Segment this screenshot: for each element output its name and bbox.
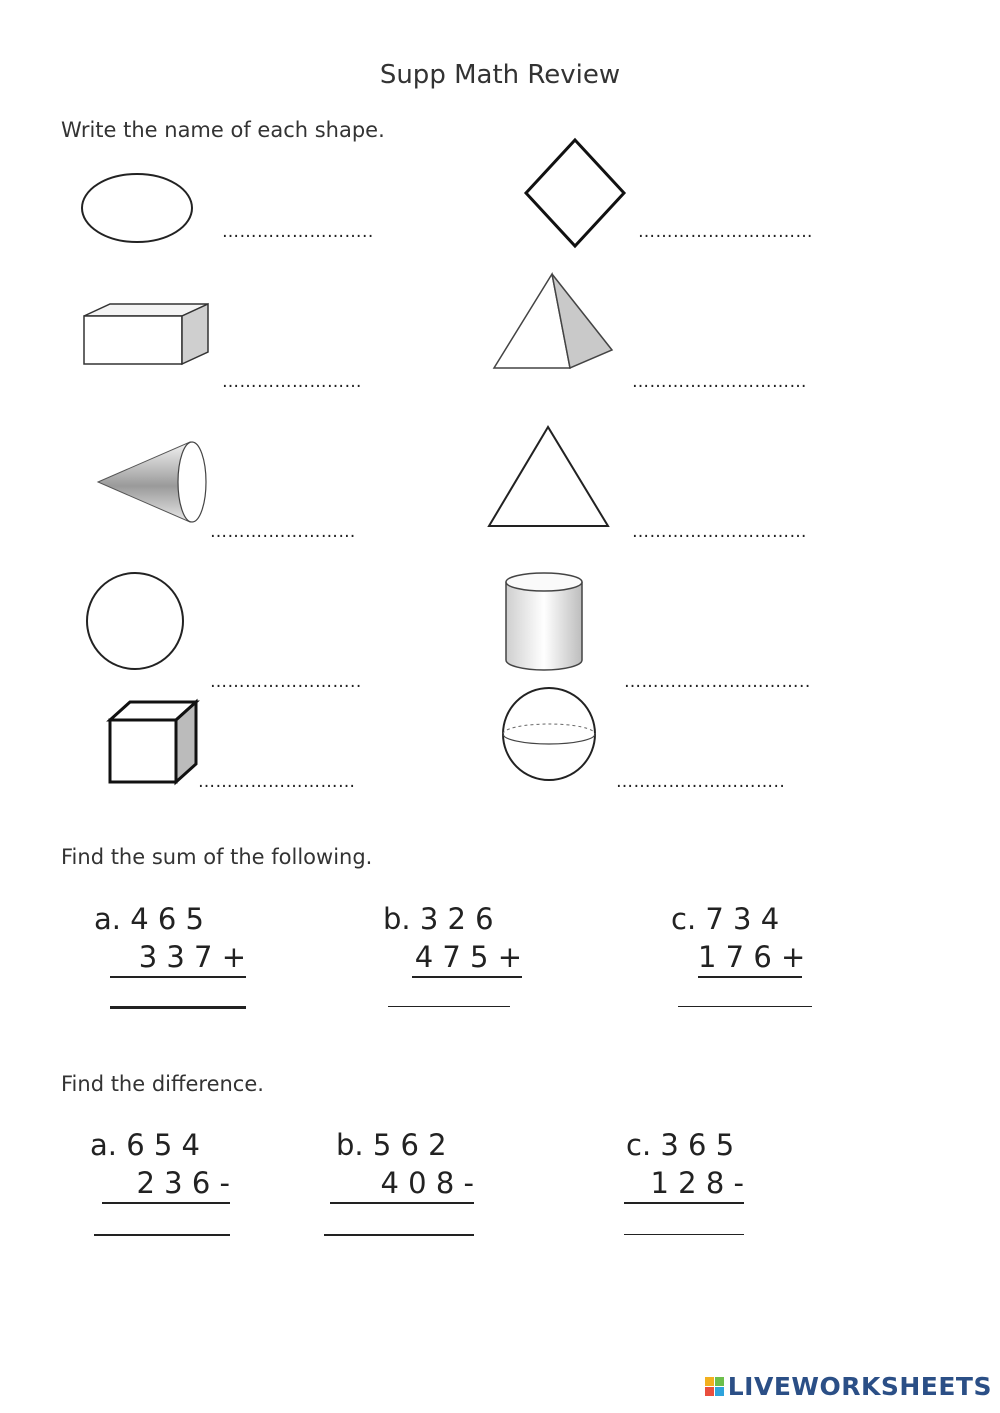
sum-instruction: Find the sum of the following. [61, 845, 373, 869]
logo-square-2 [715, 1377, 724, 1386]
sum-answer-line-c[interactable] [678, 1006, 812, 1007]
page-title: Supp Math Review [379, 60, 621, 90]
logo-square-1 [705, 1377, 714, 1386]
cone-shape [94, 438, 214, 526]
triangle-shape [484, 422, 614, 532]
difference-problem-b-bottom: 4 0 8 - [330, 1166, 474, 1204]
sum-problem-c-bottom: 1 7 6 + [698, 940, 802, 978]
difference-problem-b-top: b. 5 6 2 [336, 1128, 447, 1162]
difference-problem-a-top: a. 6 5 4 [90, 1128, 200, 1162]
sum-problem-a-bottom: 3 3 7 + [110, 940, 246, 978]
difference-answer-line-a[interactable] [94, 1234, 230, 1236]
difference-answer-line-c[interactable] [624, 1234, 744, 1235]
rhombus-shape [520, 136, 630, 250]
logo-square-3 [705, 1387, 714, 1396]
answer-blank-rhombus[interactable]: ………………………… [638, 222, 813, 242]
liveworksheets-logo[interactable] [705, 1372, 992, 1401]
difference-problem-a-bottom: 2 3 6 - [102, 1166, 230, 1204]
oval-shape [80, 172, 196, 244]
cube-shape [104, 698, 202, 788]
answer-blank-cube[interactable]: ……………………… [198, 772, 356, 792]
sum-problem-a-top: a. 4 6 5 [94, 902, 204, 936]
logo-squares-icon [705, 1377, 724, 1396]
difference-problem-c-bottom: 1 2 8 - [624, 1166, 744, 1204]
logo-square-4 [715, 1387, 724, 1396]
circle-shape [84, 570, 188, 674]
difference-problem-c-top: c. 3 6 5 [626, 1128, 735, 1162]
sum-problem-b-bottom: 4 7 5 + [412, 940, 522, 978]
cylinder-shape [500, 570, 588, 674]
answer-blank-sphere[interactable]: ……………………….. [616, 772, 786, 792]
pyramid-shape [488, 270, 618, 374]
answer-blank-pyramid[interactable]: ………………………… [632, 372, 807, 392]
sum-problem-b-top: b. 3 2 6 [383, 902, 494, 936]
rectangular-prism-shape [80, 300, 214, 368]
answer-blank-rectangular-prism[interactable]: …………………… [222, 372, 362, 392]
difference-answer-line-b[interactable] [324, 1234, 474, 1236]
answer-blank-oval[interactable]: …………………….. [222, 222, 374, 242]
sum-problem-c-top: c. 7 3 4 [671, 902, 780, 936]
answer-blank-cone[interactable]: ……….…………… [210, 522, 356, 542]
sum-answer-line-b[interactable] [388, 1006, 510, 1007]
answer-blank-circle[interactable]: …………………….. [210, 672, 362, 692]
logo-text: LIVEWORKSHEETS [727, 1372, 992, 1401]
sphere-shape [498, 686, 602, 784]
difference-instruction: Find the difference. [61, 1072, 264, 1096]
sum-answer-line-a[interactable] [110, 1006, 246, 1009]
shapes-instruction: Write the name of each shape. [61, 118, 385, 142]
answer-blank-cylinder[interactable]: ………………………….. [624, 672, 811, 692]
answer-blank-triangle[interactable]: ………………………… [632, 522, 807, 542]
